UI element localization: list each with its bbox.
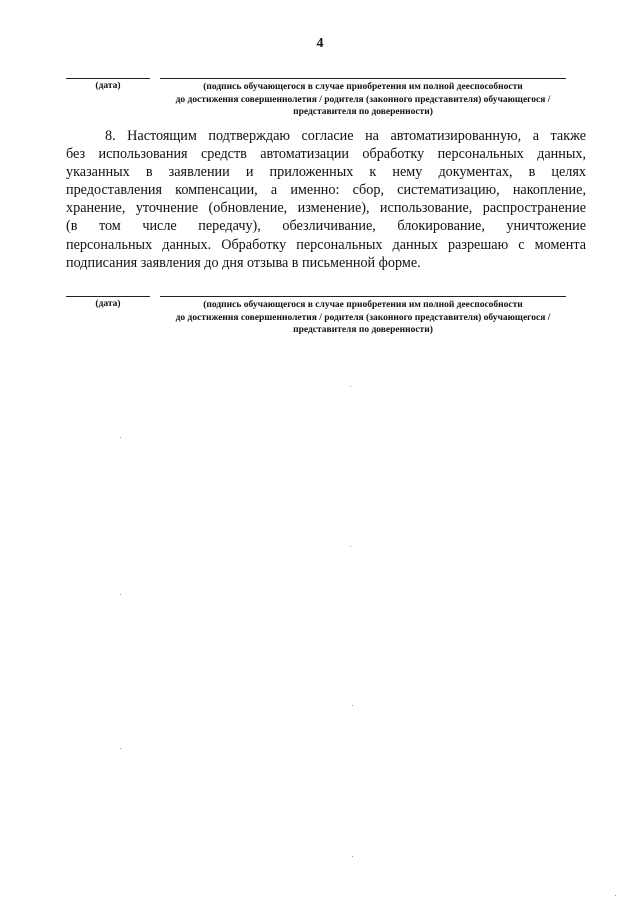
- page-number: 4: [316, 36, 324, 51]
- paragraph-line: персональных данных. Обработку персональных данных разрешаю с момента: [66, 236, 586, 253]
- signature-caption-line: (подпись обучающегося в случае приобретения им полной дееспособности: [203, 82, 523, 92]
- scan-speck: [350, 386, 351, 387]
- signature-caption: [160, 299, 566, 337]
- signature-line: [160, 296, 566, 297]
- paragraph-line: (в том числе передачу), обезличивание, блокирование, уничтожение: [66, 218, 586, 235]
- signature-caption: [160, 81, 566, 119]
- scan-speck: [120, 437, 121, 438]
- signature-caption-line: до достижения совершеннолетия / родителя (законного представителя) обучающегося /: [175, 312, 551, 323]
- scan-speck: [352, 856, 353, 857]
- scan-speck: [120, 594, 121, 595]
- signature-caption-line: представителя по доверенности): [293, 325, 433, 335]
- scan-speck: [350, 546, 351, 547]
- date-label: (дата): [95, 81, 121, 91]
- signature-caption-line: представителя по доверенности): [293, 107, 433, 117]
- paragraph-line: указанных в заявлении и приложенных к нему документах, в целях: [66, 164, 586, 181]
- date-line: [66, 296, 150, 297]
- signature-line: [160, 78, 566, 79]
- signature-caption-line: до достижения совершеннолетия / родителя (законного представителя) обучающегося /: [175, 94, 551, 105]
- paragraph-line: 8. Настоящим подтверждаю согласие на автоматизированную, а также: [105, 128, 586, 144]
- paragraph-line: предоставления компенсации, а именно: сбор, систематизацию, накопление,: [66, 182, 586, 199]
- scan-speck: [120, 748, 121, 749]
- date-label: (дата): [95, 299, 121, 309]
- date-line: [66, 78, 150, 79]
- paragraph-line: без использования средств автоматизации обработку персональных данных,: [66, 146, 586, 163]
- consent-paragraph: [66, 127, 586, 272]
- paragraph-line: подписания заявления до дня отзыва в письменной форме.: [66, 254, 421, 271]
- signature-caption-line: (подпись обучающегося в случае приобретения им полной дееспособности: [203, 300, 523, 310]
- paragraph-line: хранение, уточнение (обновление, изменение), использование, распространение: [66, 200, 586, 217]
- scan-speck: [615, 895, 616, 896]
- signature-block-bottom: [66, 296, 566, 356]
- scan-speck: [352, 705, 353, 706]
